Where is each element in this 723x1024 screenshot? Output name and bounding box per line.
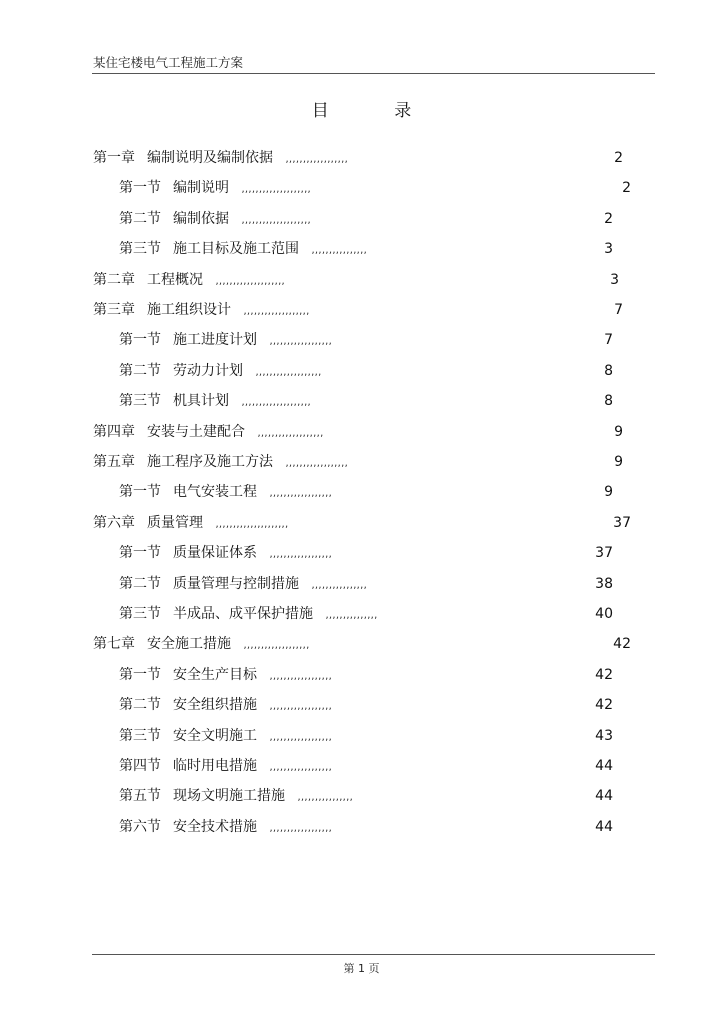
toc-entry-number: 第三节: [119, 241, 161, 258]
toc-entry-leader: ,,,,,,,,,,,,,,,,,,: [269, 731, 333, 743]
toc-entry[interactable]: [0, 360, 723, 382]
toc-entry-number: 第三节: [119, 393, 161, 410]
toc-entry-label: [119, 725, 332, 749]
toc-entry-number: 第一节: [119, 180, 161, 197]
toc-entry-leader: ,,,,,,,,,,,,,,,,: [311, 579, 368, 591]
toc-entry[interactable]: [0, 512, 723, 534]
toc-entry-number: 第一节: [119, 332, 161, 349]
toc-entry[interactable]: [0, 208, 723, 230]
toc-entry-label: [119, 238, 367, 262]
toc-entry-number: 第六节: [119, 818, 161, 835]
toc-entry-title: 安全生产目标: [173, 666, 257, 683]
toc-entry-number: 第一节: [119, 666, 161, 683]
toc-entry-label: [119, 481, 332, 505]
toc-entry-label: [119, 542, 332, 566]
toc-entry-page: 8: [604, 362, 613, 379]
toc-entry-leader: ,,,,,,,,,,,,,,,,,,: [269, 701, 333, 713]
document-title: 目 录: [311, 101, 442, 121]
toc-entry-leader: ,,,,,,,,,,,,,,,,,,: [269, 488, 333, 500]
toc-entry-label: [93, 299, 310, 323]
toc-entry-page: 9: [604, 484, 613, 501]
toc-entry-label: [119, 664, 332, 688]
toc-entry-leader: ,,,,,,,,,,,,,,,,,,,: [255, 366, 322, 378]
toc-entry[interactable]: [0, 603, 723, 625]
toc-entry-label: [93, 421, 324, 445]
toc-entry[interactable]: [0, 390, 723, 412]
toc-entry-label: [93, 633, 310, 657]
toc-entry-number: 第四节: [119, 758, 161, 774]
toc-entry-number: 第七章: [93, 636, 135, 653]
toc-entry-label: [93, 451, 348, 475]
toc-entry-label: [119, 208, 311, 232]
toc-entry-page: 42: [613, 636, 631, 653]
toc-entry[interactable]: [0, 329, 723, 351]
toc-entry-number: 第六章: [93, 514, 135, 531]
toc-entry[interactable]: [0, 694, 723, 716]
toc-entry[interactable]: [0, 573, 723, 595]
toc-entry-leader: ,,,,,,,,,,,,,,,,: [297, 792, 354, 804]
page-header-title: 某住宅楼电气工程施工方案: [93, 55, 244, 70]
toc-entry-title: 质量保证体系: [173, 545, 257, 562]
toc-entry[interactable]: [0, 147, 723, 169]
toc-entry[interactable]: [0, 177, 723, 199]
toc-entry-title: 施工程序及施工方法: [147, 454, 273, 470]
toc-entry-page: 42: [595, 666, 613, 683]
toc-entry-number: 第四章: [93, 423, 135, 440]
toc-entry-leader: ,,,,,,,,,,,,,,,,,,,: [243, 640, 310, 652]
toc-entry-page: 3: [610, 271, 619, 288]
toc-entry[interactable]: [0, 238, 723, 260]
toc-entry[interactable]: [0, 755, 723, 777]
toc-entry-number: 第二节: [119, 575, 161, 592]
toc-entry-leader: ,,,,,,,,,,,,,,,,,,: [285, 458, 349, 469]
toc-entry-number: 第三节: [119, 727, 161, 744]
toc-entry-label: [119, 785, 353, 809]
toc-entry-number: 第五节: [119, 788, 161, 805]
toc-entry-title: 施工组织设计: [147, 302, 231, 318]
toc-entry[interactable]: [0, 633, 723, 655]
toc-entry-title: 工程概况: [147, 271, 203, 288]
toc-entry-number: 第一节: [119, 484, 161, 501]
toc-entry[interactable]: [0, 785, 723, 807]
toc-entry-leader: ,,,,,,,,,,,,,,,: [325, 610, 378, 621]
toc-entry-page: 9: [614, 454, 623, 470]
toc-entry-label: [119, 603, 378, 627]
toc-entry-page: 2: [614, 150, 623, 166]
footer-divider: [92, 954, 655, 955]
toc-entry-page: 44: [595, 818, 613, 835]
toc-entry-label: [119, 177, 311, 201]
toc-entry-label: [119, 573, 367, 597]
toc-entry-page: 2: [604, 210, 613, 227]
toc-entry-title: 质量管理与控制措施: [173, 575, 299, 592]
toc-entry[interactable]: [0, 299, 723, 321]
toc-entry[interactable]: [0, 816, 723, 838]
toc-entry-number: 第二章: [93, 271, 135, 288]
toc-entry-page: 42: [595, 697, 613, 714]
toc-entry-label: [119, 360, 322, 384]
toc-entry-label: [119, 694, 332, 718]
toc-entry-leader: ,,,,,,,,,,,,,,,,,,: [269, 336, 333, 348]
toc-entry-leader: ,,,,,,,,,,,,,,,,,,,,: [241, 214, 312, 226]
toc-entry-title: 安全施工措施: [147, 636, 231, 653]
toc-entry-title: 编制说明: [173, 180, 229, 197]
toc-entry-leader: ,,,,,,,,,,,,,,,,: [311, 245, 368, 257]
toc-entry-title: 质量管理: [147, 514, 203, 531]
toc-entry-label: [93, 147, 348, 171]
toc-entry-title: 安全技术措施: [173, 818, 257, 835]
toc-entry-title: 临时用电措施: [173, 758, 257, 774]
toc-entry-label: [119, 816, 332, 840]
toc-entry-title: 施工目标及施工范围: [173, 241, 299, 258]
toc-entry-page: 7: [614, 302, 623, 318]
toc-entry-leader: ,,,,,,,,,,,,,,,,,,,,: [241, 184, 312, 196]
toc-entry-leader: ,,,,,,,,,,,,,,,,,,,: [257, 427, 324, 439]
toc-entry-label: [119, 390, 311, 414]
toc-entry-leader: ,,,,,,,,,,,,,,,,,,,,: [241, 397, 312, 409]
toc-entry[interactable]: [0, 664, 723, 686]
toc-entry-leader: ,,,,,,,,,,,,,,,,,,: [285, 154, 349, 165]
toc-entry-title: 安全组织措施: [173, 697, 257, 714]
toc-entry-leader: ,,,,,,,,,,,,,,,,,,,: [243, 306, 310, 317]
toc-entry-title: 劳动力计划: [173, 362, 243, 379]
toc-entry-leader: ,,,,,,,,,,,,,,,,,,,,,: [215, 518, 289, 530]
toc-entry-number: 第二节: [119, 362, 161, 379]
toc-entry[interactable]: [0, 421, 723, 443]
toc-entry-number: 第二节: [119, 697, 161, 714]
toc-entry-leader: ,,,,,,,,,,,,,,,,,,: [269, 670, 333, 682]
toc-entry-title: 安全文明施工: [173, 727, 257, 744]
toc-entry[interactable]: [0, 269, 723, 291]
toc-entry-title: 电气安装工程: [173, 484, 257, 501]
toc-entry-leader: ,,,,,,,,,,,,,,,,,,: [269, 762, 333, 773]
toc-entry[interactable]: [0, 725, 723, 747]
toc-entry-number: 第一章: [93, 150, 135, 166]
toc-entry-page: 44: [595, 758, 613, 774]
toc-entry[interactable]: [0, 481, 723, 503]
toc-entry-title: 现场文明施工措施: [173, 788, 285, 805]
toc-entry-page: 2: [622, 180, 631, 197]
toc-entry-label: [119, 329, 332, 353]
toc-entry-page: 9: [614, 423, 623, 440]
toc-entry-number: 第五章: [93, 454, 135, 470]
toc-entry-title: 机具计划: [173, 393, 229, 410]
toc-entry-page: 38: [595, 575, 613, 592]
toc-entry-page: 40: [595, 606, 613, 622]
toc-entry-page: 43: [595, 727, 613, 744]
toc-entry-label: [93, 512, 289, 536]
toc-entry-page: 37: [595, 545, 613, 562]
toc-entry[interactable]: [0, 542, 723, 564]
toc-entry-title: 安装与土建配合: [147, 423, 245, 440]
page-number: 第 1 页: [343, 962, 380, 975]
toc-entry-title: 编制依据: [173, 210, 229, 227]
toc-entry-number: 第一节: [119, 545, 161, 562]
toc-entry-page: 7: [604, 332, 613, 349]
toc-entry-title: 编制说明及编制依据: [147, 150, 273, 166]
toc-entry[interactable]: [0, 451, 723, 473]
toc-entry-number: 第二节: [119, 210, 161, 227]
toc-entry-number: 第三节: [119, 606, 161, 622]
toc-entry-page: 37: [613, 514, 631, 531]
toc-entry-title: 施工进度计划: [173, 332, 257, 349]
toc-entry-title: 半成品、成平保护措施: [173, 606, 313, 622]
toc-entry-page: 44: [595, 788, 613, 805]
toc-entry-number: 第三章: [93, 302, 135, 318]
toc-entry-leader: ,,,,,,,,,,,,,,,,,,,,: [215, 275, 286, 287]
toc-entry-label: [119, 755, 332, 779]
toc-entry-page: 8: [604, 393, 613, 410]
toc-entry-label: [93, 269, 285, 293]
toc-entry-leader: ,,,,,,,,,,,,,,,,,,: [269, 822, 333, 834]
toc-entry-leader: ,,,,,,,,,,,,,,,,,,: [269, 549, 333, 561]
toc-entry-page: 3: [604, 241, 613, 258]
